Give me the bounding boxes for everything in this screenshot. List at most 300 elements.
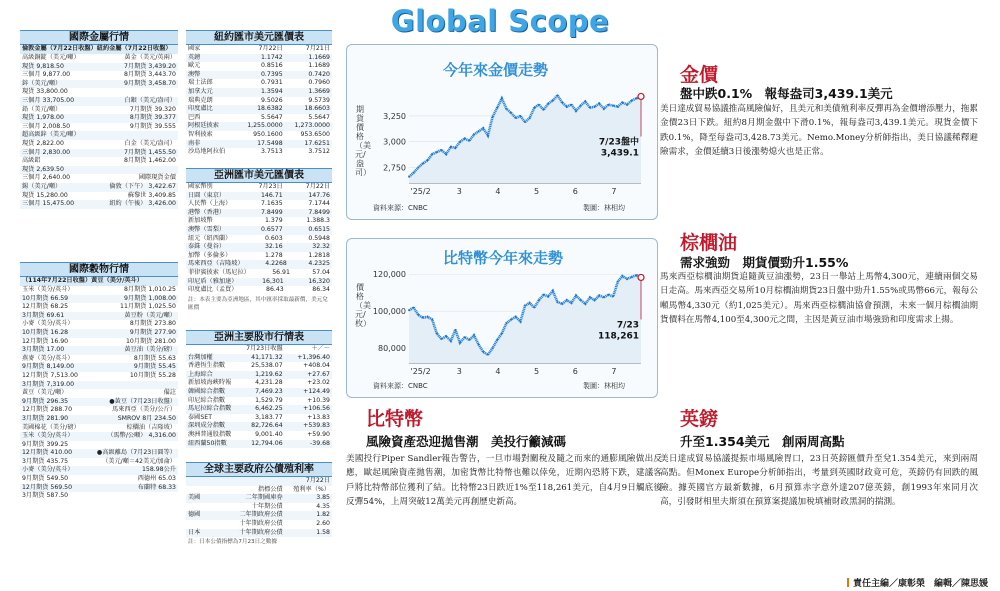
grains-row-cell: （美元/噸＝42美元/加侖） bbox=[102, 457, 176, 465]
data-point bbox=[561, 102, 563, 104]
asia-stocks-row-cell bbox=[188, 345, 235, 354]
metals-row-cell: 國際現貨金價 bbox=[138, 174, 176, 182]
bonds-table bbox=[186, 462, 332, 548]
fx-ny-row-cell: 1,255.0000 bbox=[247, 122, 283, 130]
metals-row-cell: 黃金（美元/英兩） bbox=[124, 54, 176, 61]
fx-ny-row bbox=[186, 97, 332, 106]
grains-row-cell: 10月期貨 55.28 bbox=[129, 371, 176, 379]
metals-row-cell: 三個月 2,008.50 bbox=[22, 122, 71, 130]
fx-ny-row-cell: 3.7513 bbox=[261, 148, 283, 156]
data-point bbox=[431, 153, 433, 155]
data-point bbox=[422, 163, 424, 165]
metals-row-cell: 7月期貨 39.320 bbox=[129, 105, 176, 113]
fx-ny-row bbox=[186, 148, 332, 157]
metals-row-cell: 鋅（美元/噸） bbox=[22, 79, 62, 87]
asia-stocks-row bbox=[186, 354, 332, 363]
data-point bbox=[492, 347, 494, 349]
data-point bbox=[455, 147, 457, 149]
fx-asia-row bbox=[186, 192, 332, 201]
data-point bbox=[622, 102, 624, 104]
fx-ny-row-cell: 阿根廷披索 bbox=[188, 122, 219, 130]
metals-row-cell: 蘇黎世 3,409.85 bbox=[127, 191, 176, 199]
metals-row-cell bbox=[99, 131, 176, 140]
data-point bbox=[501, 333, 503, 335]
data-point bbox=[552, 100, 554, 102]
grains-row-cell: 12月期貨 68.25 bbox=[22, 303, 69, 311]
grains-row-cell: 8月期貨 273.80 bbox=[129, 320, 176, 328]
bonds-row-cell: 4.35 bbox=[316, 502, 330, 510]
fx-asia-row-cell: 印尼盾（雅加達） bbox=[188, 277, 238, 285]
asia-stocks-row-cell: 新加坡海峽時報 bbox=[188, 379, 232, 387]
data-point bbox=[431, 319, 433, 321]
grains-row-cell: 9月期貨 399.25 bbox=[22, 440, 69, 448]
grains-row-cell: 棕櫚油（吉隆坡） bbox=[126, 423, 176, 431]
data-point bbox=[608, 294, 610, 296]
y-tick-label: 100,000 bbox=[372, 307, 406, 317]
bonds-row-cell: 1.58 bbox=[316, 528, 330, 536]
metals-row-cell: 白銀（美元/盎司） bbox=[124, 96, 176, 104]
fx-asia-row-cell: 57.04 bbox=[312, 268, 330, 276]
metals-table bbox=[20, 30, 178, 209]
data-point bbox=[533, 107, 535, 109]
metals-row bbox=[20, 63, 178, 72]
metals-row bbox=[20, 97, 178, 106]
fx-asia-row-cell: 1.2818 bbox=[308, 251, 330, 259]
data-point bbox=[482, 351, 484, 353]
fx-ny-row-cell: 0.7395 bbox=[261, 70, 283, 78]
bonds-row bbox=[186, 529, 332, 538]
grains-row bbox=[20, 441, 178, 450]
grains-row-cell: 8月期貨 1,010.25 bbox=[123, 286, 176, 293]
data-point bbox=[631, 276, 633, 278]
metals-row-cell: 錫（美元/噸） bbox=[22, 182, 62, 190]
x-tick-label: '25/2 bbox=[410, 187, 431, 196]
data-point bbox=[459, 141, 461, 143]
fx-ny-row-cell: 1,273.0000 bbox=[294, 122, 330, 130]
fx-ny-row-cell: 英鎊 bbox=[188, 53, 201, 61]
grains-row bbox=[20, 303, 178, 312]
grains-row-cell: 3月期貨 435.75 bbox=[22, 457, 69, 465]
grains-row-cell bbox=[99, 381, 176, 390]
x-tick-label: 4 bbox=[495, 187, 501, 196]
asia-stocks-row-cell: 澳洲普通股指數 bbox=[188, 430, 232, 438]
annotation-value: 118,261 bbox=[598, 331, 639, 342]
data-point bbox=[427, 159, 429, 161]
gold-story-sub: 盤中跌0.1% 報每盎司3,439.1美元 bbox=[680, 86, 893, 101]
fx-asia-row-cell: 7.1635 bbox=[261, 200, 283, 208]
data-point bbox=[603, 108, 605, 110]
bonds-row-cell: 十年期公債 bbox=[251, 502, 283, 510]
metals-row-cell: 現貨 1,978.00 bbox=[22, 114, 64, 122]
annotation-date: 7/23盤中 bbox=[598, 137, 639, 148]
data-point bbox=[584, 303, 586, 305]
asia-stocks-row bbox=[186, 345, 332, 354]
asia-stocks-row-cell: 紐西蘭50指數 bbox=[188, 439, 227, 447]
fx-ny-row-cell: 953.6500 bbox=[300, 130, 330, 138]
data-point bbox=[464, 336, 466, 338]
fx-asia-row-cell: 32.16 bbox=[264, 243, 283, 251]
data-point bbox=[436, 333, 438, 335]
fx-ny-row bbox=[186, 45, 332, 54]
fx-ny-row-cell: 0.7960 bbox=[308, 79, 330, 87]
data-point bbox=[436, 151, 438, 153]
grains-row bbox=[20, 492, 178, 501]
grains-row-cell: 黃豆油（美分/磅） bbox=[124, 346, 176, 354]
bonds-row bbox=[186, 486, 332, 495]
metals-rows bbox=[20, 54, 178, 209]
grains-row-cell bbox=[99, 441, 176, 450]
metals-row bbox=[20, 71, 178, 80]
grains-row-cell: 12月期貨 16.90 bbox=[22, 337, 69, 345]
grains-row-cell: 9月期貨 55.45 bbox=[133, 363, 176, 371]
fx-ny-row-cell: 950.1600 bbox=[253, 130, 283, 138]
y-tick-label: 2,750 bbox=[383, 163, 406, 173]
btc-story-sub: 風險資產恐迎拋售潮 美投行籲減碼 bbox=[366, 434, 567, 449]
grains-row-cell: 12月期貨 7,513.00 bbox=[22, 371, 78, 379]
asia-stocks-row-cell: 4,231.28 bbox=[255, 379, 283, 387]
metals-row-cell: 現貨 9,818.50 bbox=[22, 62, 64, 70]
fx-asia-row-cell: 7月23日 bbox=[258, 183, 283, 190]
btc-chart-panel bbox=[346, 238, 658, 398]
bonds-row-cell bbox=[188, 520, 235, 529]
fx-asia-row-cell: 國家幣別 bbox=[188, 183, 213, 190]
gold-chart-ylabel: 期貨價格（美元/盎司） bbox=[355, 105, 371, 177]
grains-row bbox=[20, 406, 178, 415]
btc-chart-ylabel: 價格（美元/枚） bbox=[355, 283, 371, 328]
gold-chart-title: 今年來金價走勢 bbox=[443, 61, 549, 79]
metals-row bbox=[20, 54, 178, 63]
bonds-row bbox=[186, 511, 332, 520]
metals-row-cell: 7月期貨 3,439.20 bbox=[123, 62, 176, 70]
grains-row-cell: 9月期貨 549.50 bbox=[22, 475, 69, 483]
asia-stocks-row bbox=[186, 440, 332, 449]
data-point bbox=[635, 274, 637, 276]
btc-story-body: 美國投行Piper Sandler報告警告，一旦市場對關稅及隨之而來的通膨風險做出反應，歐起風險資產拋售潮，加密貨幣比特幣也難以倖免，近期內恐將下跌，建議客戶將比特幣部位獲利了結。比特幣23日跌近1%至118,261美元，自4月9日觸底後反彈54%，上周突破12萬美元再創歷史新高。 bbox=[346, 454, 662, 508]
grains-title: 國際穀物行情 bbox=[20, 262, 178, 277]
y-tick-label: 3,000 bbox=[383, 137, 406, 147]
asia-stocks-row-cell: 馬尼拉綜合指數 bbox=[188, 405, 232, 413]
fx-asia-row-cell: 86.34 bbox=[312, 286, 330, 294]
footer-bar bbox=[847, 578, 849, 587]
data-point bbox=[427, 316, 429, 318]
data-point bbox=[515, 316, 517, 318]
grains-table bbox=[20, 262, 178, 501]
data-point bbox=[575, 110, 577, 112]
fx-asia-row-cell: 1.379 bbox=[264, 217, 283, 225]
grains-row-cell: 10月期貨 281.00 bbox=[125, 337, 176, 345]
asia-stocks-row-cell: 印尼綜合指數 bbox=[188, 396, 226, 404]
data-point bbox=[510, 112, 512, 114]
grains-row-cell: 3月期貨 7,319.00 bbox=[22, 380, 75, 388]
grains-row-cell: 燕麥（美分/英斗） bbox=[22, 354, 74, 362]
asia-stocks-row-cell: +408.04 bbox=[303, 362, 330, 370]
fx-ny-row-cell: 瑞典克朗 bbox=[188, 96, 213, 104]
btc-story-head: 比特幣 bbox=[366, 408, 424, 430]
fx-ny-row bbox=[186, 105, 332, 114]
fx-asia-row-cell: 紐元（紐西蘭） bbox=[188, 234, 232, 242]
metals-row-cell: 現貨 2,822.00 bbox=[22, 139, 64, 147]
fx-asia-row-cell: 菲律賓披索（馬尼拉） bbox=[188, 268, 250, 276]
grains-row bbox=[20, 320, 178, 329]
y-tick-label: 80,000 bbox=[378, 344, 406, 354]
grains-row-cell: 158.98公升 bbox=[141, 466, 176, 474]
bonds-row bbox=[186, 494, 332, 503]
data-point bbox=[631, 100, 633, 102]
fx-asia-row bbox=[186, 286, 332, 295]
fx-asia-title: 亞洲匯市美元匯價表 bbox=[186, 168, 332, 183]
footer bbox=[847, 576, 988, 589]
btc-chart bbox=[347, 239, 659, 399]
data-point bbox=[515, 117, 517, 119]
bonds-row-cell: 二年期國庫券 bbox=[245, 494, 283, 502]
fx-ny-row-cell: 印度盧比 bbox=[188, 105, 213, 113]
data-point bbox=[571, 302, 573, 304]
btc-chart-credit: 製圖：林相均 bbox=[583, 382, 625, 390]
data-point bbox=[538, 104, 540, 106]
data-point bbox=[566, 106, 568, 108]
fx-asia-row-cell: 0.5948 bbox=[308, 234, 330, 242]
grains-row bbox=[20, 346, 178, 355]
x-tick-label: 6 bbox=[572, 187, 578, 196]
data-point bbox=[557, 301, 559, 303]
asia-stocks-row-cell: 7月23日收盤 bbox=[246, 345, 283, 352]
data-point bbox=[496, 339, 498, 341]
grains-row-cell: 3月期貨 587.50 bbox=[22, 492, 69, 500]
metals-row-cell: 7月期貨 1,455.50 bbox=[123, 148, 176, 156]
data-point bbox=[626, 104, 628, 106]
fx-asia-row-cell: 印度盧比（孟買） bbox=[188, 286, 238, 294]
grains-row-cell: 玉米（美分/英斗） bbox=[22, 432, 74, 440]
bonds-row-cell: 美國 bbox=[188, 494, 201, 502]
grains-row-cell: 玉米（美分/英斗） bbox=[22, 286, 74, 293]
gbp-story-body: 美日達成貿易協議提振市場風險胃口，23日英鎊匯價升至兌1.354美元，來到兩周高點。但Monex Europe分析師指出，考量到英國財政竟可危，英鎊仍有回跌的風險。據英國官方最新數據，6月預算赤字意外達207億英鎊，創1993年來同月次高，引發財相里夫斯須在預算案提議加稅填補財政黑洞的揣測。 bbox=[660, 454, 978, 508]
fx-asia-row bbox=[186, 226, 332, 235]
metals-row-cell: 9月期貨 39.555 bbox=[129, 122, 176, 130]
asia-stocks-row-cell: 41,171.32 bbox=[251, 353, 283, 361]
metals-row-cell: 8月期貨 3,443.70 bbox=[123, 71, 176, 79]
fx-asia-row-cell: 7.1744 bbox=[308, 200, 330, 208]
data-point bbox=[533, 307, 535, 309]
x-tick-label: 5 bbox=[534, 367, 540, 376]
grains-row bbox=[20, 295, 178, 304]
fx-asia-row bbox=[186, 260, 332, 269]
data-point bbox=[441, 149, 443, 151]
asia-stocks-row-cell: +1,396.40 bbox=[297, 353, 330, 361]
fx-asia-row-cell: 4.2268 bbox=[265, 260, 287, 268]
fx-asia-row-cell: 港幣（香港） bbox=[188, 208, 226, 216]
asia-stocks-row-cell: +27.67 bbox=[307, 370, 330, 378]
data-point bbox=[608, 104, 610, 106]
grains-row-cell: 12月期貨 569.50 bbox=[22, 483, 73, 491]
asia-stocks-row-cell: 上海綜合 bbox=[188, 370, 213, 378]
grains-row-cell: 3月期貨 69.61 bbox=[22, 311, 65, 319]
fx-asia-row-cell: 7.8499 bbox=[261, 208, 283, 216]
page-title: Global Scope bbox=[390, 4, 610, 38]
grains-row-cell: 布蘭特 68.33 bbox=[137, 483, 176, 491]
fx-asia-row-cell: 16,301 bbox=[262, 277, 284, 285]
data-point bbox=[450, 146, 452, 148]
grains-row bbox=[20, 484, 178, 493]
fx-ny-row-cell: 1.1669 bbox=[308, 53, 330, 61]
metals-row bbox=[20, 131, 178, 140]
fx-asia-row-cell: 86.43 bbox=[266, 286, 284, 294]
fx-ny-row-cell: 沙烏地阿拉伯 bbox=[188, 148, 226, 156]
data-point bbox=[529, 302, 531, 304]
data-point bbox=[589, 107, 591, 109]
metals-row-cell: 超高級鋅（美元/噸） bbox=[22, 131, 80, 139]
metals-row-cell: 紐約（午後） 3,426.00 bbox=[109, 200, 176, 208]
data-point bbox=[413, 307, 415, 309]
fx-asia-row-cell: 加幣（多倫多） bbox=[188, 251, 232, 259]
asia-stocks-row-cell: 泰國SET bbox=[188, 413, 212, 421]
data-point bbox=[575, 295, 577, 297]
metals-row-cell: 白金（美元/盎司） bbox=[124, 139, 176, 147]
btc-chart-source: 資料來源：CNBC bbox=[373, 382, 428, 390]
metals-row bbox=[20, 88, 178, 97]
bonds-row-cell: 1.82 bbox=[316, 511, 330, 519]
metals-row-cell: 三個月 2,640.00 bbox=[22, 174, 71, 182]
grains-row bbox=[20, 338, 178, 347]
data-point bbox=[459, 342, 461, 344]
asia-stocks-row-cell: -39.68 bbox=[310, 439, 330, 447]
fx-ny-row bbox=[186, 140, 332, 149]
grains-row-cell: （馬幣/公噸） 4,316.00 bbox=[107, 432, 176, 440]
metals-row bbox=[20, 149, 178, 158]
bonds-date-text: 7月22日 bbox=[305, 477, 330, 484]
fx-asia-row bbox=[186, 243, 332, 252]
bonds-note: 註：日本公債指標為7月23日之數據 bbox=[188, 539, 277, 546]
palm-story-head: 棕櫚油 bbox=[680, 232, 738, 254]
x-tick-label: 7 bbox=[611, 187, 617, 196]
data-point bbox=[561, 303, 563, 305]
asia-stocks-row bbox=[186, 379, 332, 388]
data-point bbox=[468, 140, 470, 142]
fx-asia-row-cell: 0.6577 bbox=[261, 225, 283, 233]
data-point bbox=[612, 296, 614, 298]
bonds-row bbox=[186, 520, 332, 529]
data-point bbox=[478, 344, 480, 346]
footer-text: 責任主編／康彰榮 編輯／陳思媛 bbox=[852, 579, 988, 589]
data-point bbox=[622, 275, 624, 277]
data-point bbox=[580, 299, 582, 301]
metals-row-cell: 倫敦（下午） 3,422.67 bbox=[109, 182, 176, 190]
data-point bbox=[473, 134, 475, 136]
data-point bbox=[524, 121, 526, 123]
metals-row bbox=[20, 192, 178, 201]
grains-row-cell: 9月期貨 277.90 bbox=[129, 328, 176, 336]
data-point bbox=[571, 104, 573, 106]
data-point bbox=[487, 354, 489, 356]
fx-asia-row-cell: 日圓（東京） bbox=[188, 191, 226, 199]
data-point bbox=[594, 106, 596, 108]
asia-stocks-row-cell: 6,462.25 bbox=[255, 405, 283, 413]
data-point bbox=[492, 116, 494, 118]
data-point bbox=[594, 299, 596, 301]
fx-ny-title: 紐約匯市美元匯價表 bbox=[186, 30, 332, 45]
fx-asia-row-cell: 0.603 bbox=[264, 234, 283, 242]
grains-row-cell: 西德州 65.03 bbox=[137, 475, 176, 483]
gbp-story-head: 英鎊 bbox=[680, 408, 719, 430]
grains-row-cell: 11月期貨 1,025.50 bbox=[120, 303, 176, 311]
grains-row bbox=[20, 381, 178, 390]
metals-row-cell: 高級鋁 bbox=[22, 157, 41, 165]
fx-ny-row-cell: 5.5647 bbox=[261, 113, 283, 121]
data-point bbox=[589, 296, 591, 298]
bonds-row-cell: 十年期政府公債 bbox=[239, 519, 283, 527]
data-point bbox=[543, 294, 545, 296]
fx-asia-row-cell: 16,320 bbox=[308, 277, 330, 285]
grains-row bbox=[20, 329, 178, 338]
fx-asia-row-cell: 澳幣（雪梨） bbox=[188, 225, 226, 233]
grains-row bbox=[20, 475, 178, 484]
series-area bbox=[409, 275, 641, 363]
fx-ny-row-cell: 澳幣 bbox=[188, 70, 201, 78]
metals-row-cell bbox=[99, 88, 176, 97]
asia-stocks-row-cell: +124.49 bbox=[303, 387, 330, 395]
metals-row-cell: 三個月 9,877.00 bbox=[22, 71, 71, 79]
asia-stocks-row-cell: 深圳成分指數 bbox=[188, 422, 226, 430]
x-tick-label: 3 bbox=[456, 367, 462, 376]
metals-row-cell: 高級銅錠（美元/噸） bbox=[22, 54, 80, 61]
bonds-row-cell: 2.60 bbox=[316, 519, 330, 527]
gold-chart-credit: 製圖：林相均 bbox=[583, 204, 625, 212]
data-point bbox=[598, 295, 600, 297]
data-point bbox=[473, 334, 475, 336]
asia-stocks-title: 亞洲主要股市行情表 bbox=[186, 330, 332, 345]
last-point-marker bbox=[638, 274, 644, 280]
fx-asia-row bbox=[186, 278, 332, 287]
fx-asia-row-cell: 56.91 bbox=[272, 268, 290, 276]
fx-ny-row bbox=[186, 122, 332, 131]
asia-stocks-row-cell: 香港恆生指數 bbox=[188, 362, 226, 370]
asia-stocks-row-cell: 9,001.40 bbox=[255, 430, 283, 438]
metals-row-cell: 三個月 2,830.00 bbox=[22, 148, 71, 156]
fx-ny-row-cell: 7月22日 bbox=[258, 45, 283, 52]
fx-asia-row-cell: 32.32 bbox=[312, 243, 330, 251]
metals-row bbox=[20, 114, 178, 123]
data-point bbox=[584, 101, 586, 103]
fx-ny-row-cell: 國家 bbox=[188, 45, 201, 52]
grains-row-cell: ●黃豆（7月23日收盤） bbox=[109, 397, 176, 405]
fx-ny-row-cell: 9.5026 bbox=[261, 96, 283, 104]
fx-ny-row-cell: 3.7512 bbox=[308, 148, 330, 156]
data-point bbox=[635, 98, 637, 100]
fx-ny-row-cell: 智利披索 bbox=[188, 130, 213, 138]
grains-row bbox=[20, 432, 178, 441]
gold-chart bbox=[347, 45, 659, 221]
metals-row bbox=[20, 140, 178, 149]
grains-row bbox=[20, 466, 178, 475]
data-point bbox=[543, 109, 545, 111]
fx-asia-row bbox=[186, 269, 332, 278]
grains-rows bbox=[20, 286, 178, 501]
last-point-marker bbox=[638, 93, 644, 99]
fx-ny-row-cell: 0.7420 bbox=[308, 70, 330, 78]
asia-stocks-row-cell: 台灣加權 bbox=[188, 353, 213, 361]
data-point bbox=[566, 299, 568, 301]
grains-row-cell: 3月期貨 17.00 bbox=[22, 346, 65, 354]
fx-ny-row-cell: 9.5739 bbox=[308, 96, 330, 104]
fx-ny-row bbox=[186, 88, 332, 97]
fx-asia-row-cell: 0.6515 bbox=[308, 225, 330, 233]
fx-ny-row-cell: 加拿大元 bbox=[188, 87, 213, 95]
data-point bbox=[455, 329, 457, 331]
asia-stocks-row bbox=[186, 362, 332, 371]
grains-row-cell bbox=[99, 492, 176, 501]
annotation-date: 7/23 bbox=[616, 320, 639, 331]
gold-story-body: 美日達成貿易協議推高風險偏好，且美元和美債殖利率反彈再為金價增添壓力，拖累金價23日下跌。紐約8月期金盤中下滑0.1%，報每盎司3,439.1美元。現貨金價下跌0.1%，降至每盎司3,428.73美元。Nemo.Money分析師指出，美日協議稀釋避險需求，金價延續3日後漲勢熄火也是正常。 bbox=[660, 104, 978, 158]
grains-row-cell: 9月期貨 296.35 bbox=[22, 397, 69, 405]
